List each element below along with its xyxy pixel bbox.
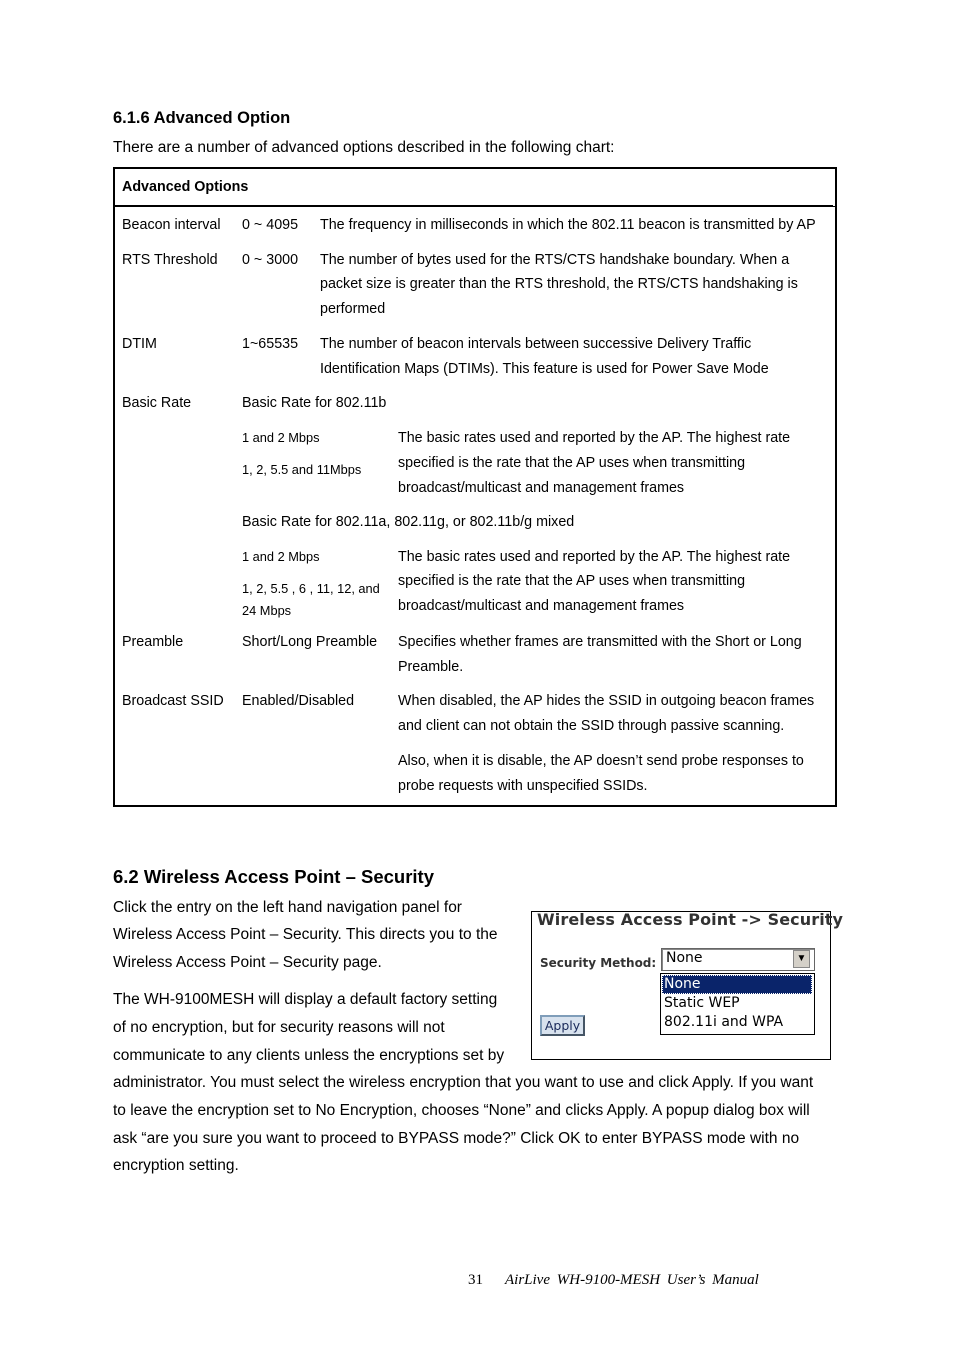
basic-rate-sub2-desc-3: broadcast/multicast and management frames: [398, 598, 685, 614]
option-none[interactable]: None: [662, 975, 812, 994]
table-header: Advanced Options: [122, 179, 249, 195]
row-name-beacon: Beacon interval: [122, 217, 221, 233]
page-number: 31: [468, 1272, 483, 1288]
row-value-ssid: Enabled/Disabled: [242, 693, 355, 709]
basic-rate-sub1-title: Basic Rate for 802.11b: [242, 395, 387, 411]
apply-button[interactable]: Apply: [540, 1015, 585, 1036]
para2-line5: to leave the encryption set to No Encryption, chooses “None” and clicks Apply. A popup dialog box will: [113, 1102, 810, 1119]
row-value-preamble: Short/Long Preamble: [242, 634, 378, 650]
row-desc-dtim-1: The number of beacon intervals between successive Delivery Traffic: [320, 336, 752, 352]
row-desc-preamble-2: Preamble.: [398, 659, 464, 675]
row-desc-ssid-1: When disabled, the AP hides the SSID in outgoing beacon frames: [398, 693, 815, 709]
option-wpa[interactable]: 802.11i and WPA: [664, 1014, 784, 1030]
manual-title: AirLive WH-9100-MESH User’s Manual: [505, 1272, 759, 1288]
section-heading: 6.1.6 Advanced Option: [113, 109, 291, 127]
basic-rate-sub2-desc-2: specified is the rate that the AP uses when transmitting: [398, 573, 746, 589]
basic-rate-sub1-desc-1: The basic rates used and reported by the AP. The highest rate: [398, 430, 791, 446]
row-range-rts: 0 ~ 3000: [242, 252, 299, 268]
row-desc-rts-1: The number of bytes used for the RTS/CTS handshake boundary. When a: [320, 252, 790, 268]
row-name-ssid: Broadcast SSID: [122, 693, 224, 709]
table-header-divider: [113, 206, 835, 207]
row-name-rts: RTS Threshold: [122, 252, 218, 268]
basic-rate-sub1-desc-3: broadcast/multicast and management frames: [398, 480, 685, 496]
basic-rate-sub2-opt2b: 24 Mbps: [242, 603, 292, 618]
basic-rate-sub1-desc-2: specified is the rate that the AP uses when transmitting: [398, 455, 746, 471]
row-desc-preamble-1: Specifies whether frames are transmitted with the Short or Long: [398, 634, 802, 650]
basic-rate-sub2-opt2a: 1, 2, 5.5 , 6 , 11, 12, and: [242, 581, 380, 596]
basic-rate-sub2-desc-1: The basic rates used and reported by the AP. The highest rate: [398, 549, 791, 565]
option-static-wep[interactable]: Static WEP: [664, 995, 740, 1011]
para1-line1: Click the entry on the left hand navigation panel for: [113, 899, 462, 916]
row-desc-dtim-2: Identification Maps (DTIMs). This feature is used for Power Save Mode: [320, 361, 769, 377]
para2-line6: ask “are you sure you want to proceed to BYPASS mode?” Click OK to enter BYPASS mode with no: [113, 1130, 800, 1147]
row-name-preamble: Preamble: [122, 634, 184, 650]
row-range-beacon: 0 ~ 4095: [242, 217, 299, 233]
para2-line2: of no encryption, but for security reasons will not: [113, 1019, 445, 1036]
row-desc-beacon: The frequency in milliseconds in which the 802.11 beacon is transmitted by AP: [320, 217, 816, 233]
para2-line1: The WH-9100MESH will display a default factory setting: [113, 991, 498, 1008]
chevron-down-icon[interactable]: ▼: [793, 950, 810, 968]
row-desc-ssid-2: and client can not obtain the SSID through passive scanning.: [398, 718, 785, 734]
basic-rate-sub2-opt1: 1 and 2 Mbps: [242, 549, 320, 564]
basic-rate-sub2-title: Basic Rate for 802.11a, 802.11g, or 802.11b/g mixed: [242, 514, 575, 530]
basic-rate-sub1-opt2: 1, 2, 5.5 and 11Mbps: [242, 462, 362, 477]
para1-line2: Wireless Access Point – Security. This directs you to the: [113, 926, 498, 943]
row-desc-rts-3: performed: [320, 301, 386, 317]
row-range-dtim: 1~65535: [242, 336, 299, 352]
basic-rate-sub1-opt1: 1 and 2 Mbps: [242, 430, 320, 445]
row-desc-rts-2: packet size is greater than the RTS threshold, the RTS/CTS handshaking is: [320, 276, 798, 292]
security-method-value: None: [666, 950, 703, 966]
para2-line3: communicate to any clients unless the encryptions set by: [113, 1047, 505, 1064]
para2-line4: administrator. You must select the wireless encryption that you want to use and click Apply. If you want: [113, 1074, 814, 1091]
section-intro: There are a number of advanced options described in the following chart:: [113, 139, 615, 156]
row-name-dtim: DTIM: [122, 336, 157, 352]
row-desc-ssid-4: probe requests with unspecified SSIDs.: [398, 778, 648, 794]
screenshot-title: Wireless Access Point -> Security: [537, 910, 844, 929]
row-desc-ssid-3: Also, when it is disable, the AP doesn’t send probe responses to: [398, 753, 804, 769]
row-name-basic-rate: Basic Rate: [122, 395, 192, 411]
security-method-label: Security Method:: [540, 956, 657, 970]
para1-line3: Wireless Access Point – Security page.: [113, 954, 382, 971]
section-heading-security: 6.2 Wireless Access Point – Security: [113, 866, 435, 887]
para2-line7: encryption setting.: [113, 1157, 239, 1174]
